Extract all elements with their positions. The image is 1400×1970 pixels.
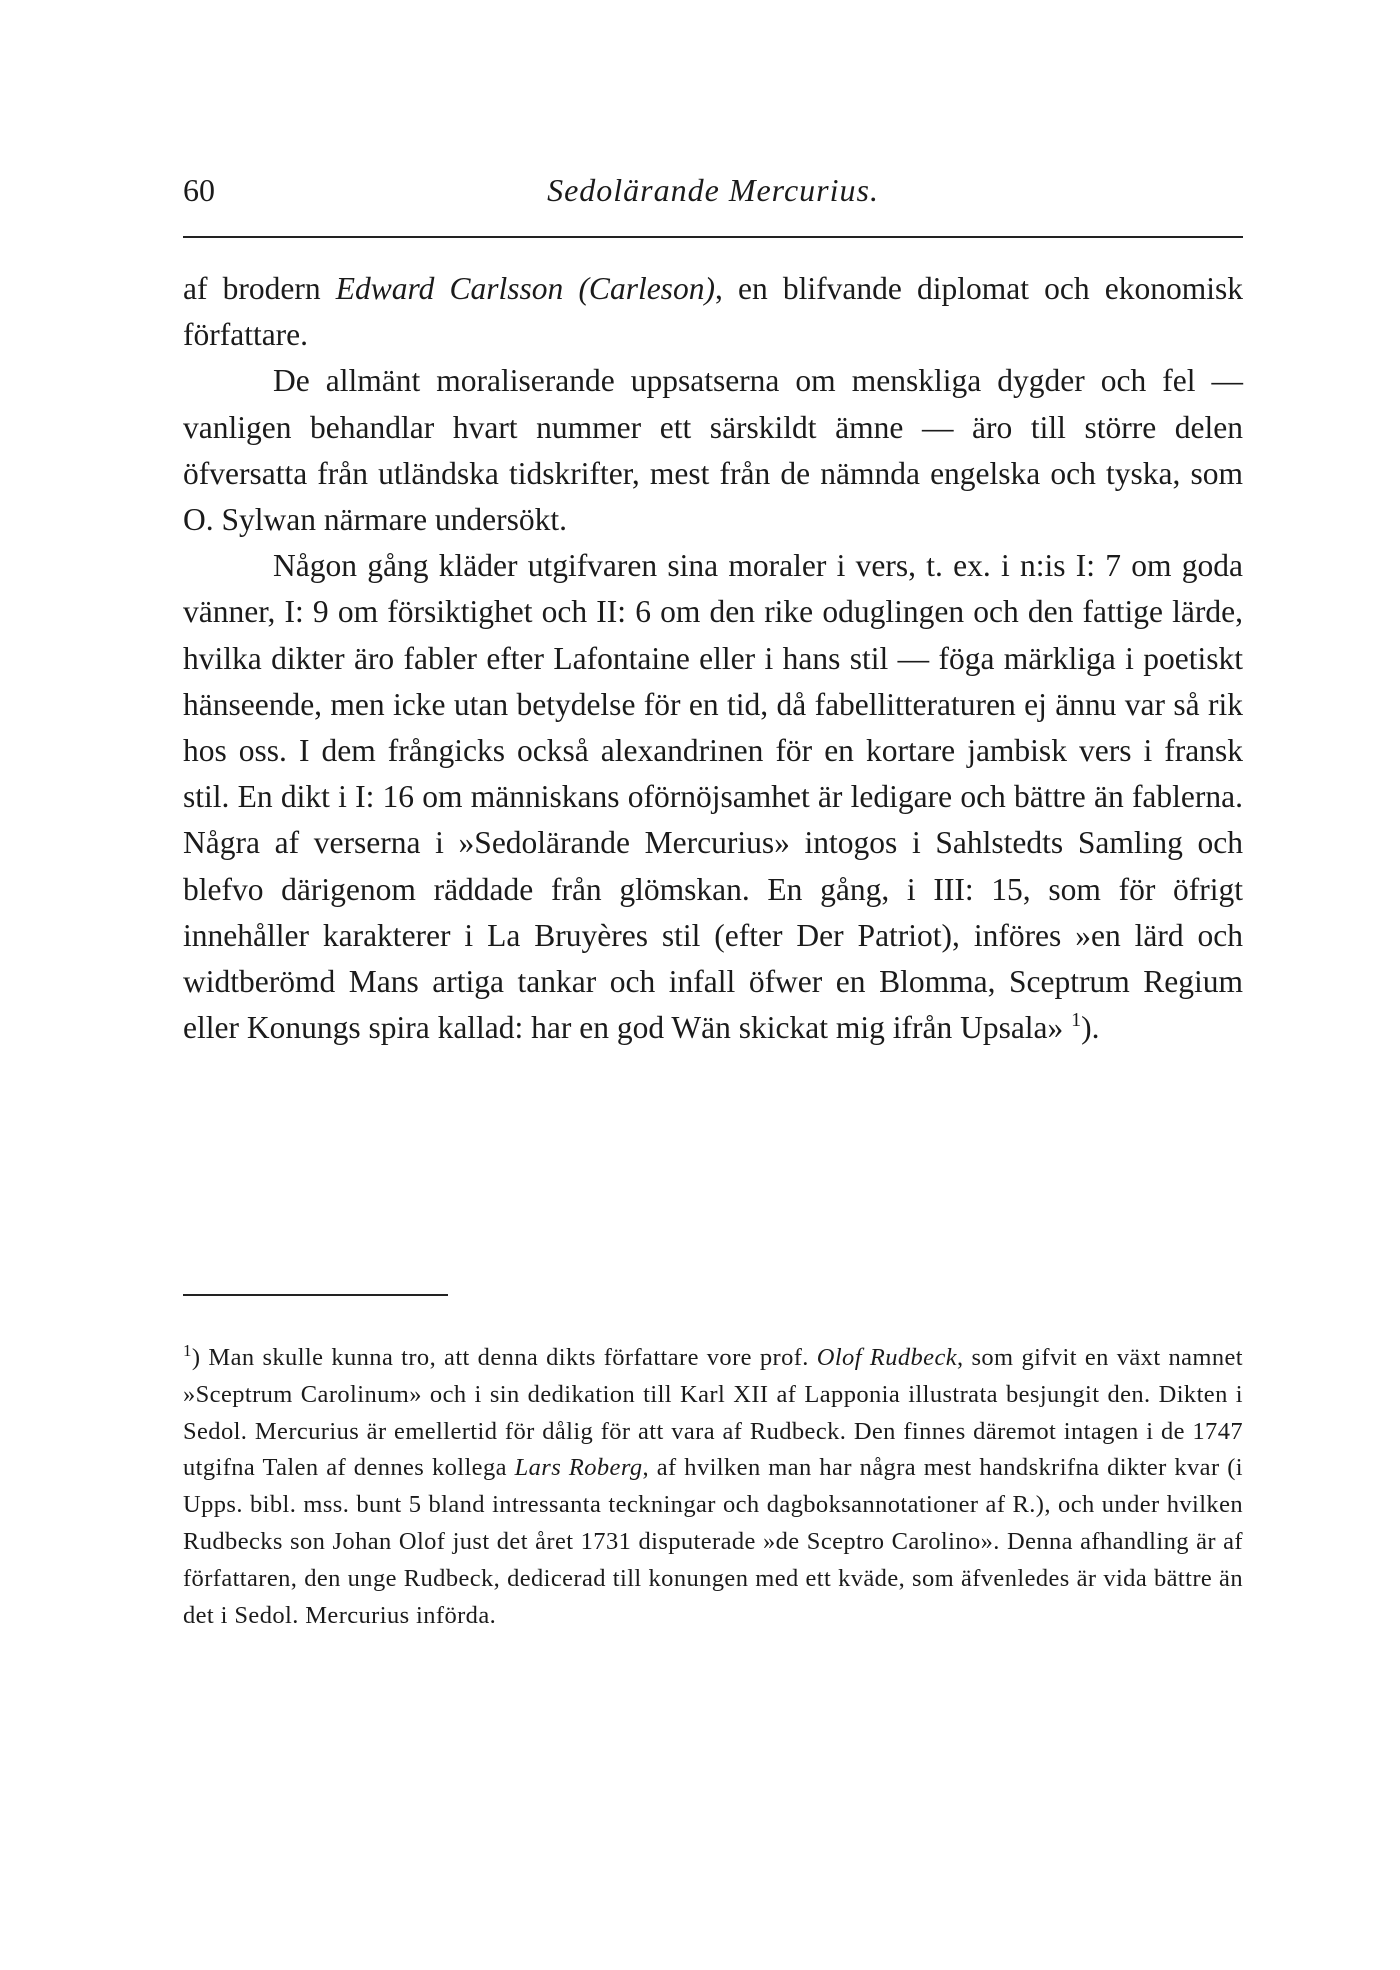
paragraph-3 <box>183 543 1243 1051</box>
footnote-marker: 1 <box>183 1341 192 1360</box>
paragraph-1 <box>183 266 1243 358</box>
running-title: Sedolärande Mercurius. <box>547 172 879 208</box>
footnote-reference: 1 <box>1071 1009 1082 1032</box>
paragraph-1-name: Edward Carlsson (Carleson) <box>335 271 715 306</box>
footnote-1 <box>183 1340 1243 1634</box>
paragraph-2: De allmänt moraliserande uppsatserna om menskliga dygder och fel — vanligen behandlar hvart nummer ett särskildt ämne — äro till större delen öfversatta från utländska tidskrifter, mest från de nämnda engelska och tyska, som O. Sylwan närmare undersökt. <box>183 363 1243 538</box>
footnote-name-roberg: Lars Roberg <box>514 1454 643 1482</box>
page-header <box>183 172 1243 222</box>
page-number: 60 <box>183 172 215 208</box>
footnotes <box>183 1340 1243 1634</box>
main-text <box>183 266 1243 1051</box>
footnote-name-rudbeck: Olof Rudbeck <box>816 1344 957 1371</box>
footnote-marker-paren: ) <box>191 1344 209 1371</box>
footnote-rule <box>183 1294 448 1296</box>
paragraph-3-text: Någon gång kläder utgifvaren sina moraler i vers, t. ex. i n:is I: 7 om goda vänner, I: 9 om försiktighet och II: 6 om den rike oduglingen och den fattige lärde, hvilka dikter äro fabler efter Lafontaine eller i hans stil — föga märkliga i poetiskt hänseende, men icke utan betydelse för en tid, då fabellitteraturen ej ännu var så rik hos oss. I dem frångicks också alexandrinen för en kortare jambisk vers i fransk stil. En dikt i I: 16 om människans oförnöjsamhet är ledigare och bättre än fablerna. Några af verserna i »Sedolärande Mercurius» intogos i Sahlstedts Samling och blefvo därigenom räddade från glömskan. En gång, i III: 15, som för öfrigt innehåller karakterer i La Bruyères stil (efter Der Patriot), införes »en lärd och widtberömd Mans artiga tankar och infall öfwer en Blomma, Sceptrum Regium eller Konungs spira kallad: har en god Wän skickat mig ifrån Upsala» <box>183 548 1243 1046</box>
paragraph-1-text-a: af brodern <box>183 271 336 306</box>
footnote-text-c: , af hvilken man har några mest handskrifna dikter kvar (i Upps. bibl. mss. bunt 5 bland intressanta teckningar och dagboksannotationer af R.), och under hvilken Rudbecks son Johan Olof just det året 1731 disputerade »de Sceptro Carolino». Denna afhandling är af författaren, den unge Rudbeck, dedicerad till konungen med ett kväde, som äfvenledes är vida bättre än det i Sedol. Mercurius införda. <box>183 1454 1244 1629</box>
header-rule <box>183 236 1243 238</box>
footnote-text-a: Man skulle kunna tro, att denna dikts författare vore prof. <box>208 1344 817 1371</box>
paragraph-3-tail: ). <box>1081 1010 1100 1046</box>
paragraph-1-text-b: , en blifvande diplomat och ekonomisk författare. <box>183 271 1243 353</box>
footnote-text-b: , som gifvit en växt namnet »Sceptrum Carolinum» och i sin dedikation till Karl XII af Lapponia illustrata besjungit den. Dikten i Sedol. Mercurius är emellertid för dålig för att vara af Rudbeck. Den finnes däremot intagen i de 1747 utgifna Talen af dennes kollega <box>183 1344 1243 1482</box>
